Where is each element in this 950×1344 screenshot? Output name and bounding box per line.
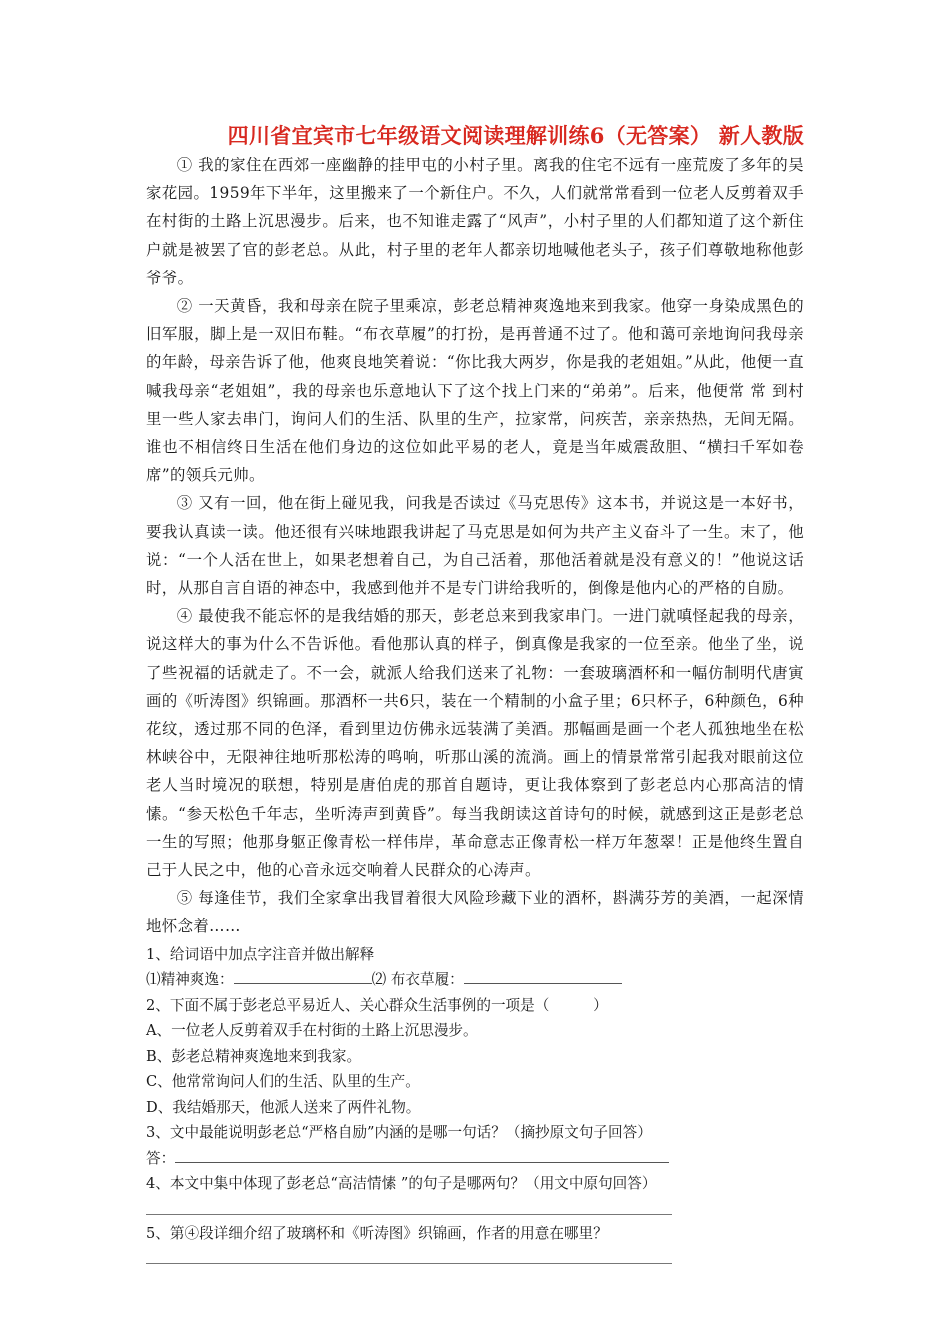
question-3-answer-blank[interactable] xyxy=(175,1146,669,1163)
question-2-option-b: B、彭老总精神爽逸地来到我家。 xyxy=(146,1047,362,1065)
question-3: 3、文中最能说明彭老总“严格自励”内涵的是哪一句话？（摘抄原文句子回答） xyxy=(146,1124,652,1142)
paragraph-2: ② 一天黄昏，我和母亲在院子里乘凉，彭老总精神爽逸地来到我家。他穿一身染成黑色的旧军服，脚上是一双旧布鞋。“布衣草履”的打扮，是再普通不过了。他和蔼可亲地询问我母亲的年龄，母亲告诉了他，他爽良地笑着说：“你比我大两岁，你是我的老姐姐。”从此，他便一直喊我母亲“老姐姐”，我的母亲也乐意地认下了这个找上门来的“弟弟”。后来，他便常 常 到村里一些人家去串门，询问人们的生活、队里的生产，拉家常，问疾苦，亲亲热热，无间无隔。谁也不相信终日生活在他们身边的这位如此平易的老人，竟是当年威震敌胆、“横扫千军如卷席”的领兵元帅。 xyxy=(146,297,804,485)
question-1b-blank[interactable] xyxy=(464,967,622,984)
question-4-answer-line[interactable] xyxy=(146,1213,672,1215)
question-3-answer xyxy=(146,1146,804,1172)
question-1-items xyxy=(146,967,804,993)
document-title: 四川省宜宾市七年级语文阅读理解训练6（无答案） 新人教版 xyxy=(227,123,804,148)
paragraph-4: ④ 最使我不能忘怀的是我结婚的那天，彭老总来到我家串门。一进门就嗔怪起我的母亲，说这样大的事为什么不告诉他。看他那认真的样子，倒真像是我家的一位至亲。他坐了坐，说了些祝福的话就走了。不一会，就派人给我们送来了礼物：一套玻璃酒杯和一幅仿制明代唐寅画的《听涛图》织锦画。那酒杯一共6只，装在一个精制的小盒子里；6只杯子，6种颜色，6种花纹，透过那不同的色泽，看到里边仿佛永远装满了美酒。那幅画是画一个老人孤独地坐在松林峡谷中，无限神往地听那松涛的鸣响，听那山溪的流淌。画上的情景常常引起我对眼前这位老人当时境况的联想，特别是唐伯虎的那首自题诗，更让我体察到了彭老总内心那高洁的情愫。“参天松色千年志，坐听涛声到黄昏”。每当我朗读这首诗句的时候，就感到这正是彭老总一生的写照；他那身躯正像青松一样伟岸，革命意志正像青松一样万年葱翠！正是他终生置自己于人民之中，他的心音永远交响着人民群众的心涛声。 xyxy=(146,607,804,880)
question-1b-label: ⑵ 布衣草履： xyxy=(371,971,464,989)
paragraph-5: ⑤ 每逢佳节，我们全家拿出我冒着很大风险珍藏下业的酒杯，斟满芬芳的美酒，一起深情地怀念着…… xyxy=(146,889,804,936)
question-1: 1、给词语中加点字注音并做出解释 xyxy=(146,945,375,963)
paragraph-3: ③ 又有一回，他在街上碰见我，问我是否读过《马克思传》这本书，并说这是一本好书，要我认真读一读。他还很有兴味地跟我讲起了马克思是如何为共产主义奋斗了一生。末了，他说：“一个人活在世上，如果老想着自己，为自己活着，那他活着就是没有意义的！”他说这话时，从那自言自语的神态中，我感到他并不是专门讲给我听的，倒像是他内心的严格的自励。 xyxy=(146,494,804,598)
questions-section xyxy=(146,942,804,1265)
question-4: 4、本文中集中体现了彭老总“高洁情愫 ”的句子是哪两句？（用文中原句回答） xyxy=(146,1175,657,1193)
question-5: 5、第④段详细介绍了玻璃杯和《听涛图》织锦画，作者的用意在哪里？ xyxy=(146,1224,608,1242)
question-2: 2、下面不属于彭老总平易近人、关心群众生活事例的一项是（ ） xyxy=(146,996,608,1014)
question-2-option-c: C、他常常询问人们的生活、队里的生产。 xyxy=(146,1073,420,1091)
document-page xyxy=(146,122,804,1264)
question-5-answer-line[interactable] xyxy=(146,1262,672,1264)
question-1a-label: ⑴精神爽逸： xyxy=(146,971,234,989)
question-1a-blank[interactable] xyxy=(234,967,372,984)
paragraph-1: ① 我的家住在西郊一座幽静的挂甲屯的小村子里。离我的住宅不远有一座荒废了多年的吴家花园。1959年下半年，这里搬来了一个新住户。不久，人们就常常看到一位老人反剪着双手在村街的土路上沉思漫步。后来，也不知谁走露了“风声”，小村子里的人们都知道了这个新住户就是被罢了官的彭老总。从此，村子里的老年人都亲切地喊他老头子，孩子们尊敬地称他彭爷爷。 xyxy=(146,156,804,287)
answer-label: 答： xyxy=(146,1149,176,1167)
question-2-option-a: A、一位老人反剪着双手在村街的土路上沉思漫步。 xyxy=(146,1022,478,1040)
question-2-option-d: D、我结婚那天，他派人送来了两件礼物。 xyxy=(146,1098,421,1116)
